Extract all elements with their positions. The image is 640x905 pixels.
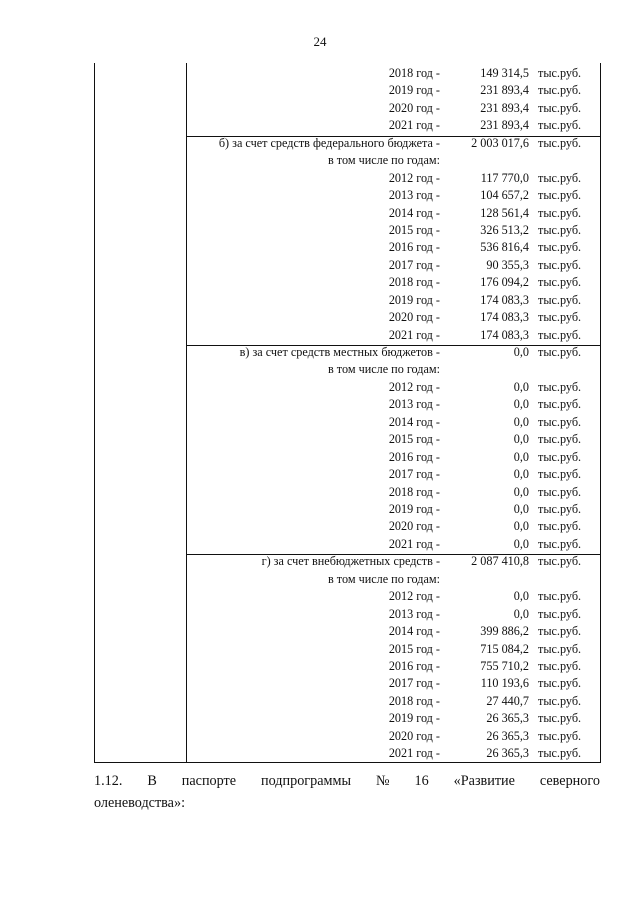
year-amount: 26 365,3 (486, 728, 529, 743)
year-row (94, 536, 601, 553)
year-amount: 536 816,4 (480, 240, 529, 255)
year-amount: 0,0 (513, 397, 529, 412)
year-label: 2015 год - (388, 222, 440, 237)
paragraph-word: паспорте (181, 773, 237, 789)
year-label: 2013 год - (388, 397, 440, 412)
year-label: 2020 год - (388, 728, 440, 743)
year-label: 2014 год - (388, 205, 440, 220)
year-amount: 0,0 (513, 484, 529, 499)
unit-label: тыс.руб. (538, 205, 582, 220)
unit-label: тыс.руб. (538, 693, 582, 708)
unit-label: тыс.руб. (538, 432, 582, 447)
year-row (94, 100, 601, 117)
year-amount: 715 084,2 (480, 641, 529, 656)
unit-label: тыс.руб. (538, 100, 582, 115)
paragraph-word: «Развитие (453, 773, 515, 789)
year-row (94, 466, 601, 483)
year-row (94, 745, 601, 762)
year-label: 2012 год - (388, 589, 440, 604)
year-amount: 755 710,2 (480, 658, 529, 673)
year-label: 2021 год - (388, 327, 440, 342)
year-label: 2021 год - (388, 746, 440, 761)
unit-label: тыс.руб. (538, 397, 582, 412)
year-amount: 326 513,2 (480, 222, 529, 237)
funding-table (94, 63, 601, 763)
year-amount: 231 893,4 (480, 100, 529, 115)
year-label: 2019 год - (388, 711, 440, 726)
year-row (94, 117, 601, 134)
year-row (94, 606, 601, 623)
year-amount: 174 083,3 (480, 327, 529, 342)
unit-label: тыс.руб. (538, 275, 582, 290)
paragraph-word: 1.12. (94, 773, 123, 789)
paragraph-word: подпрограммы (261, 773, 352, 789)
year-row (94, 658, 601, 675)
year-label: 2020 год - (388, 100, 440, 115)
year-label: 2018 год - (388, 484, 440, 499)
year-label: 2021 год - (388, 118, 440, 133)
year-row (94, 82, 601, 99)
unit-label: тыс.руб. (538, 624, 582, 639)
subheader-row (94, 361, 601, 378)
year-amount: 26 365,3 (486, 711, 529, 726)
year-label: 2019 год - (388, 292, 440, 307)
unit-label: тыс.руб. (538, 554, 582, 569)
funding-source-label: г) за счет внебюджетных средств - (261, 554, 440, 569)
unit-label: тыс.руб. (538, 711, 582, 726)
year-amount: 0,0 (513, 502, 529, 516)
year-label: 2016 год - (388, 658, 440, 673)
year-row (94, 588, 601, 605)
year-amount: 90 355,3 (486, 257, 529, 272)
unit-label: тыс.руб. (538, 589, 582, 604)
year-amount: 0,0 (513, 432, 529, 447)
year-row (94, 449, 601, 466)
year-label: 2018 год - (388, 66, 440, 80)
year-row (94, 414, 601, 431)
year-amount: 399 886,2 (480, 624, 529, 639)
section-header-row (94, 135, 601, 152)
unit-label: тыс.руб. (538, 327, 582, 342)
funding-source-total: 2 087 410,8 (471, 554, 529, 569)
section-header-row (94, 553, 601, 570)
year-row (94, 274, 601, 291)
year-amount: 0,0 (513, 379, 529, 394)
year-label: 2013 год - (388, 188, 440, 203)
year-label: 2014 год - (388, 414, 440, 429)
year-label: 2016 год - (388, 449, 440, 464)
unit-label: тыс.руб. (538, 135, 582, 150)
year-amount: 104 657,2 (480, 188, 529, 203)
year-row (94, 396, 601, 413)
unit-label: тыс.руб. (538, 83, 582, 98)
year-row (94, 675, 601, 692)
year-row (94, 257, 601, 274)
unit-label: тыс.руб. (538, 379, 582, 394)
unit-label: тыс.руб. (538, 222, 582, 237)
unit-label: тыс.руб. (538, 345, 582, 360)
year-label: 2021 год - (388, 536, 440, 551)
unit-label: тыс.руб. (538, 519, 582, 534)
year-row (94, 501, 601, 518)
paragraph-word: северного (539, 773, 600, 789)
unit-label: тыс.руб. (538, 728, 582, 743)
year-label: 2017 год - (388, 676, 440, 691)
year-row (94, 292, 601, 309)
year-row (94, 379, 601, 396)
unit-label: тыс.руб. (538, 467, 582, 482)
year-row (94, 484, 601, 501)
unit-label: тыс.руб. (538, 536, 582, 551)
year-row (94, 710, 601, 727)
year-row (94, 728, 601, 745)
unit-label: тыс.руб. (538, 414, 582, 429)
unit-label: тыс.руб. (538, 658, 582, 673)
year-label: 2012 год - (388, 170, 440, 185)
unit-label: тыс.руб. (538, 240, 582, 255)
year-row (94, 518, 601, 535)
year-label: 2015 год - (388, 641, 440, 656)
unit-label: тыс.руб. (538, 502, 582, 516)
year-amount: 0,0 (513, 449, 529, 464)
funding-source-total: 0,0 (513, 345, 529, 360)
unit-label: тыс.руб. (538, 310, 582, 325)
paragraph-word: № (375, 773, 390, 789)
unit-label: тыс.руб. (538, 449, 582, 464)
year-label: 2019 год - (388, 83, 440, 98)
year-amount: 117 770,0 (480, 170, 529, 185)
year-label: 2020 год - (388, 310, 440, 325)
subheader-label: в том числе по годам: (328, 571, 440, 586)
unit-label: тыс.руб. (538, 188, 582, 203)
year-label: 2017 год - (388, 467, 440, 482)
funding-source-total: 2 003 017,6 (471, 135, 529, 150)
subheader-row (94, 571, 601, 588)
year-label: 2017 год - (388, 257, 440, 272)
year-row (94, 170, 601, 187)
year-amount: 0,0 (513, 606, 529, 621)
year-amount: 0,0 (513, 536, 529, 551)
year-row (94, 187, 601, 204)
year-amount: 110 193,6 (480, 676, 529, 691)
year-amount: 27 440,7 (486, 693, 529, 708)
funding-source-label: в) за счет средств местных бюджетов - (239, 345, 440, 360)
unit-label: тыс.руб. (538, 676, 582, 691)
year-row (94, 239, 601, 256)
year-amount: 231 893,4 (480, 118, 529, 133)
year-row (94, 205, 601, 222)
page-number: 24 (313, 34, 327, 49)
year-amount: 26 365,3 (486, 746, 529, 761)
year-label: 2018 год - (388, 693, 440, 708)
paragraph-word: 16 (414, 773, 429, 789)
paragraph-word: В (147, 773, 157, 789)
year-label: 2016 год - (388, 240, 440, 255)
year-label: 2012 год - (388, 379, 440, 394)
year-amount: 128 561,4 (480, 205, 529, 220)
year-label: 2019 год - (388, 502, 440, 516)
unit-label: тыс.руб. (538, 257, 582, 272)
year-amount: 0,0 (513, 519, 529, 534)
unit-label: тыс.руб. (538, 170, 582, 185)
year-amount: 174 083,3 (480, 310, 529, 325)
year-label: 2015 год - (388, 432, 440, 447)
year-amount: 0,0 (513, 467, 529, 482)
year-label: 2018 год - (388, 275, 440, 290)
unit-label: тыс.руб. (538, 746, 582, 761)
paragraph-line-1 (94, 770, 600, 792)
year-label: 2014 год - (388, 624, 440, 639)
subheader-label: в том числе по годам: (328, 153, 440, 168)
unit-label: тыс.руб. (538, 606, 582, 621)
unit-label: тыс.руб. (538, 118, 582, 133)
section-header-row (94, 344, 601, 361)
funding-source-label: б) за счет средств федерального бюджета - (218, 135, 440, 150)
year-row (94, 641, 601, 658)
unit-label: тыс.руб. (538, 66, 582, 80)
year-amount: 0,0 (513, 414, 529, 429)
year-amount: 0,0 (513, 589, 529, 604)
year-row (94, 623, 601, 640)
year-amount: 174 083,3 (480, 292, 529, 307)
year-row (94, 327, 601, 344)
unit-label: тыс.руб. (538, 484, 582, 499)
unit-label: тыс.руб. (538, 641, 582, 656)
year-row (94, 431, 601, 448)
year-label: 2020 год - (388, 519, 440, 534)
year-amount: 231 893,4 (480, 83, 529, 98)
year-amount: 149 314,5 (480, 66, 529, 80)
year-amount: 176 094,2 (480, 275, 529, 290)
paragraph-line-2: оленеводства»: (94, 795, 186, 811)
year-row (94, 65, 601, 82)
unit-label: тыс.руб. (538, 292, 582, 307)
year-row (94, 309, 601, 326)
year-label: 2013 год - (388, 606, 440, 621)
subheader-label: в том числе по годам: (328, 362, 440, 377)
year-row (94, 693, 601, 710)
subheader-row (94, 152, 601, 169)
year-row (94, 222, 601, 239)
